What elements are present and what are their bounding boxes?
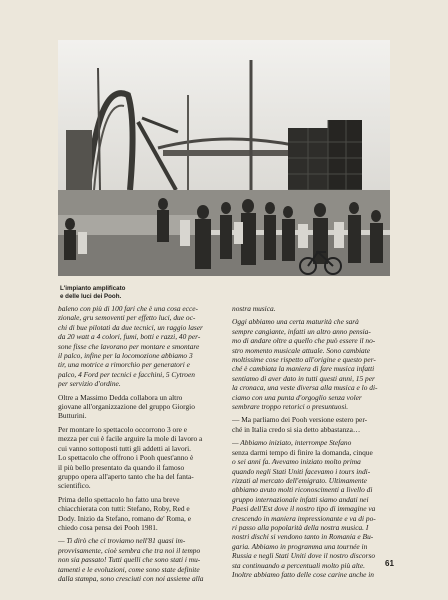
text-line: quando negli Stati Uniti facevamo i tours indi- <box>232 466 371 476</box>
text-line: Russia e negli Stati Uniti dove il nostro discorso <box>232 551 376 561</box>
text-line: nostra musica. <box>232 304 276 313</box>
text-line: palco, 4 Ford per tecnici e facchini, 5 Cytroen <box>58 369 195 379</box>
text-line: la cronaca, una veste diversa alla musica e lo di- <box>232 383 378 393</box>
text-line: gruppo opera all'aperto tanto che ha del fanta- <box>58 471 194 481</box>
text-line: — Ma parliamo dei Pooh versione estero per- <box>232 415 368 425</box>
text-line: per servizio d'ordine. <box>58 379 121 389</box>
text-line: garia. Abbiamo in programma una tournée in <box>232 541 368 551</box>
text-line: non sia passato! Tutti quelli che sono stati i mu- <box>58 555 201 565</box>
text-line: zionale, gru semoventi per effetto luci, due oc- <box>58 313 196 323</box>
text-line: Inoltre abbiamo fatto delle cose carine anche in <box>232 569 374 579</box>
text-line: mo di andare oltre a quello che può essere il no- <box>232 336 376 346</box>
text-line: — Ti dirò che ci troviamo nell'81 quasi im- <box>58 536 186 546</box>
paragraph <box>58 304 228 389</box>
text-line: mezza per cui è facile arguire la mole di lavoro a <box>58 434 203 444</box>
text-line: crescendo in maniera impressionante e va di po- <box>232 513 376 523</box>
text-line: il palco, infine per la locomozione abbiamo 3 <box>58 351 193 361</box>
text-line: stro momento musicale attuale. Sono cambiate <box>232 345 371 355</box>
text-line: Paesi dell'Est dove il nostro tipo di immagine va <box>232 504 376 514</box>
text-line: sembrare troppo retorici o presuntuosi. <box>232 402 349 412</box>
text-line: nostri dischi si vendono tanto in Romania e Bu- <box>232 532 374 542</box>
text-line: provvisamente, cioè sembra che tra noi il tempo <box>58 545 201 555</box>
text-line: il più bello presentato da quando il famoso <box>58 462 185 472</box>
text-line: da 20 watt a 4 colori, fumi, botti e razzi, 40 per- <box>58 332 201 342</box>
paragraph <box>232 317 402 411</box>
text-line: o sei anni fa. Avevamo iniziato molto prima <box>232 457 361 467</box>
text-line: cui vanno sottoposti tutti gli addetti ai lavori. <box>58 443 192 453</box>
paragraph <box>232 438 402 579</box>
text-line: sentiamo di aver dato in tutti questi anni, 15 per <box>232 373 375 383</box>
paragraph <box>58 425 228 491</box>
text-line: ché è cambiata la maniera di fare musica infatti <box>232 364 375 374</box>
paragraph <box>58 536 228 583</box>
text-line: Lo spettacolo che offrono i Pooh quest'anno è <box>58 453 194 463</box>
text-line: dalla stampa, sono cresciuti con noi assieme alla <box>58 573 204 583</box>
text-line: Prima dello spettacolo ho fatto una breve <box>58 494 180 504</box>
text-line: tir, una motrice a rimorchio per generatori e <box>58 360 190 370</box>
text-line: Dody. Inizio da Stefano, romano de' Roma, e <box>58 513 192 523</box>
text-line: — Abbiamo iniziato, interrompe Stefano <box>232 438 352 448</box>
left-text-column <box>58 304 228 587</box>
text-line: Butturini. <box>58 411 87 421</box>
caption-line: L'impianto amplificato <box>60 285 126 292</box>
text-line: tamenti e le evoluzioni, come sono state definite <box>58 564 200 574</box>
text-line: rizzati al mercato dell'emigrato. Ultimamente <box>232 475 367 485</box>
text-line: chi di bue pilotati da due tecnici, un raggio laser <box>58 322 203 332</box>
text-line: sta continuando a percentuali molto più alte. <box>232 560 365 570</box>
text-line: ciamo con una punta d'orgoglio senza voler <box>232 392 362 402</box>
paragraph <box>58 393 228 421</box>
paragraph <box>232 415 402 434</box>
text-line: gruppo internazionale infatti siamo andati nei <box>232 494 369 504</box>
text-line: chiedo cosa pensa dei Pooh 1981. <box>58 522 158 532</box>
text-line: ché in Italia credo si sia detto abbastanza… <box>232 424 361 434</box>
photo-caption <box>60 285 180 300</box>
text-line: Oggi abbiamo una certa maturità che sarà <box>232 317 359 327</box>
text-line: Oltre a Massimo Dedda collabora un altro <box>58 392 183 402</box>
text-line: senza darmi tempo di finire la domanda, cinque <box>232 447 373 457</box>
text-line: sone fisse che lavorano per montare e smontare <box>58 341 200 351</box>
text-line: abbiamo avuto molti riconoscimenti a livello di <box>232 485 373 495</box>
concert-stage-photo <box>58 40 390 276</box>
text-line: scientifico. <box>58 481 91 491</box>
text-line: chiacchierata con tutti: Stefano, Roby, Red e <box>58 504 190 514</box>
caption-line: e delle luci dei Pooh. <box>60 292 122 300</box>
text-line: moltissime cose rispetto all'origine e questo per- <box>232 355 376 365</box>
paragraph <box>232 304 402 313</box>
text-line: giovane all'organizzazione del gruppo Giorgio <box>58 402 195 412</box>
stage-photo-image <box>58 40 390 276</box>
text-line: sempre cangiante, infatti un altro anno pensia- <box>232 326 371 336</box>
paragraph <box>58 495 228 533</box>
text-line: Per montare lo spettacolo occorrono 3 ore e <box>58 424 188 434</box>
page-number: 61 <box>385 559 394 568</box>
text-line: ri passo alla popolarità della nostra musica. I <box>232 522 369 532</box>
right-text-column <box>232 304 402 583</box>
text-line: baleno con più di 100 fari che è una cosa ecce- <box>58 304 198 313</box>
